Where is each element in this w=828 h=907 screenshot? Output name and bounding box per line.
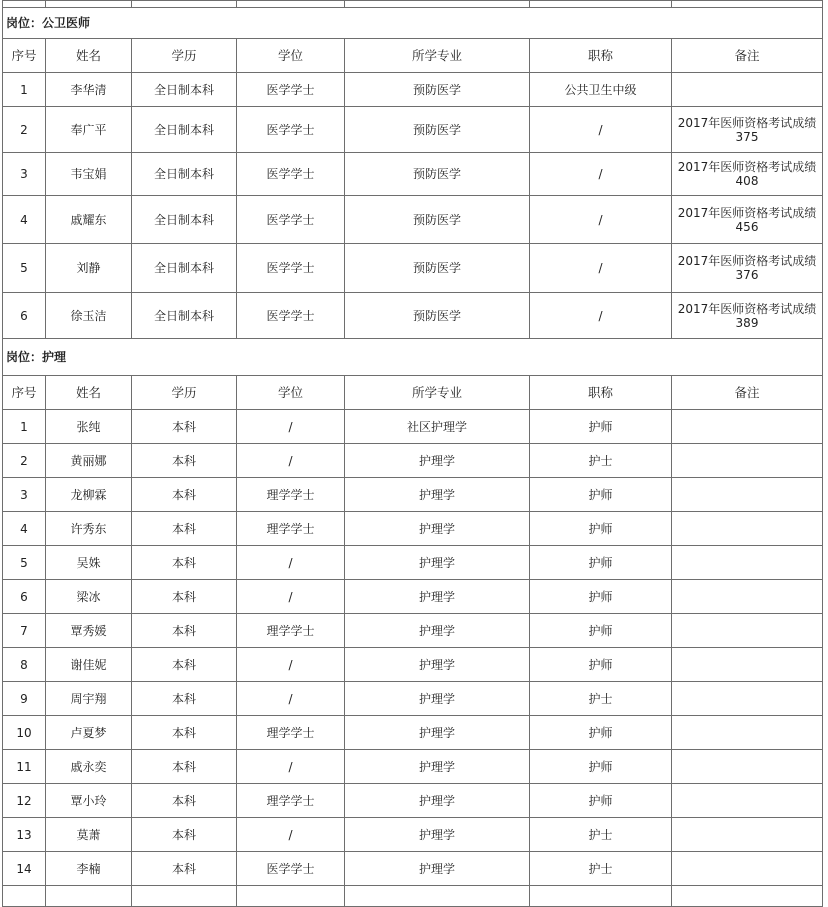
- empty-cell: [345, 886, 530, 907]
- row-education: 本科: [132, 410, 237, 444]
- row-remark: 2017年医师资格考试成绩408: [672, 153, 823, 196]
- column-header: 职称: [530, 376, 672, 410]
- row-remark: [672, 410, 823, 444]
- section-title: 岗位：护理: [3, 339, 823, 376]
- row-major: 预防医学: [345, 196, 530, 244]
- row-name: 许秀东: [46, 512, 132, 546]
- row-name: 覃秀媛: [46, 614, 132, 648]
- row-number: 3: [3, 153, 46, 196]
- row-remark: [672, 648, 823, 682]
- section-title-row: [3, 339, 823, 376]
- row-number: 12: [3, 784, 46, 818]
- table-row: [3, 750, 823, 784]
- row-title: 护师: [530, 648, 672, 682]
- row-name: 龙柳霖: [46, 478, 132, 512]
- row-major: 护理学: [345, 512, 530, 546]
- row-degree: /: [237, 444, 345, 478]
- row-degree: 理学学士: [237, 478, 345, 512]
- row-education: 本科: [132, 784, 237, 818]
- row-remark: [672, 580, 823, 614]
- row-remark: [672, 750, 823, 784]
- row-remark: [672, 682, 823, 716]
- row-name: 李华清: [46, 73, 132, 107]
- row-degree: 医学学士: [237, 73, 345, 107]
- row-education: 全日制本科: [132, 244, 237, 293]
- section-title-row: [3, 8, 823, 39]
- table-row: [3, 512, 823, 546]
- column-header-row: [3, 39, 823, 73]
- empty-cell: [3, 886, 46, 907]
- row-degree: /: [237, 682, 345, 716]
- row-education: 本科: [132, 580, 237, 614]
- row-degree: /: [237, 410, 345, 444]
- table-row: [3, 196, 823, 244]
- table-row: [3, 478, 823, 512]
- row-remark: [672, 818, 823, 852]
- row-degree: 理学学士: [237, 784, 345, 818]
- table-row: [3, 244, 823, 293]
- row-title: 护士: [530, 818, 672, 852]
- row-name: 黄丽娜: [46, 444, 132, 478]
- candidate-list-sheet: [2, 0, 822, 907]
- row-name: 张纯: [46, 410, 132, 444]
- candidate-table: [2, 0, 823, 907]
- row-title: 护士: [530, 444, 672, 478]
- column-header: 备注: [672, 39, 823, 73]
- row-title: /: [530, 244, 672, 293]
- row-number: 1: [3, 410, 46, 444]
- row-education: 全日制本科: [132, 107, 237, 153]
- row-number: 14: [3, 852, 46, 886]
- row-title: 护师: [530, 580, 672, 614]
- row-remark: [672, 716, 823, 750]
- row-major: 预防医学: [345, 107, 530, 153]
- column-header-row: [3, 376, 823, 410]
- row-name: 谢佳妮: [46, 648, 132, 682]
- row-name: 卢夏梦: [46, 716, 132, 750]
- row-degree: 理学学士: [237, 614, 345, 648]
- row-title: 护士: [530, 682, 672, 716]
- row-title: /: [530, 293, 672, 339]
- column-header: 学历: [132, 39, 237, 73]
- row-title: 护师: [530, 512, 672, 546]
- row-number: 13: [3, 818, 46, 852]
- row-remark: 2017年医师资格考试成绩376: [672, 244, 823, 293]
- column-header: 职称: [530, 39, 672, 73]
- row-major: 护理学: [345, 682, 530, 716]
- row-major: 护理学: [345, 648, 530, 682]
- row-title: 护师: [530, 410, 672, 444]
- row-number: 9: [3, 682, 46, 716]
- row-title: 护师: [530, 614, 672, 648]
- row-number: 2: [3, 444, 46, 478]
- row-degree: 医学学士: [237, 107, 345, 153]
- table-row: [3, 410, 823, 444]
- row-education: 本科: [132, 546, 237, 580]
- row-major: 预防医学: [345, 293, 530, 339]
- row-number: 2: [3, 107, 46, 153]
- column-header: 姓名: [46, 39, 132, 73]
- column-header: 所学专业: [345, 39, 530, 73]
- row-title: 护师: [530, 716, 672, 750]
- row-title: /: [530, 107, 672, 153]
- row-education: 本科: [132, 852, 237, 886]
- row-major: 护理学: [345, 784, 530, 818]
- row-number: 4: [3, 512, 46, 546]
- row-degree: 理学学士: [237, 512, 345, 546]
- row-name: 戚耀东: [46, 196, 132, 244]
- row-number: 4: [3, 196, 46, 244]
- table-row: [3, 153, 823, 196]
- empty-cell: [237, 886, 345, 907]
- row-number: 5: [3, 244, 46, 293]
- row-major: 护理学: [345, 580, 530, 614]
- column-header: 所学专业: [345, 376, 530, 410]
- table-row: [3, 73, 823, 107]
- row-remark: [672, 852, 823, 886]
- row-degree: 医学学士: [237, 196, 345, 244]
- row-remark: [672, 73, 823, 107]
- row-remark: [672, 478, 823, 512]
- row-education: 本科: [132, 818, 237, 852]
- row-education: 本科: [132, 750, 237, 784]
- empty-cell: [132, 886, 237, 907]
- row-number: 8: [3, 648, 46, 682]
- empty-cell: [672, 886, 823, 907]
- row-title: /: [530, 196, 672, 244]
- row-number: 7: [3, 614, 46, 648]
- row-name: 奉广平: [46, 107, 132, 153]
- column-header: 姓名: [46, 376, 132, 410]
- row-education: 本科: [132, 614, 237, 648]
- column-header: 备注: [672, 376, 823, 410]
- column-header: 序号: [3, 376, 46, 410]
- table-row: [3, 580, 823, 614]
- row-title: 公共卫生中级: [530, 73, 672, 107]
- table-row-partial: [3, 886, 823, 907]
- row-title: 护师: [530, 784, 672, 818]
- row-name: 周宇翔: [46, 682, 132, 716]
- row-number: 5: [3, 546, 46, 580]
- row-degree: /: [237, 580, 345, 614]
- row-name: 覃小玲: [46, 784, 132, 818]
- row-major: 护理学: [345, 716, 530, 750]
- row-number: 6: [3, 580, 46, 614]
- row-major: 护理学: [345, 750, 530, 784]
- row-major: 预防医学: [345, 73, 530, 107]
- row-degree: 理学学士: [237, 716, 345, 750]
- row-major: 护理学: [345, 478, 530, 512]
- row-number: 1: [3, 73, 46, 107]
- table-row: [3, 682, 823, 716]
- row-number: 6: [3, 293, 46, 339]
- row-title: /: [530, 153, 672, 196]
- row-major: 护理学: [345, 546, 530, 580]
- table-row: [3, 614, 823, 648]
- row-title: 护师: [530, 478, 672, 512]
- row-degree: /: [237, 648, 345, 682]
- row-major: 社区护理学: [345, 410, 530, 444]
- row-major: 护理学: [345, 818, 530, 852]
- row-remark: [672, 546, 823, 580]
- table-row: [3, 784, 823, 818]
- row-remark: [672, 512, 823, 546]
- row-name: 梁冰: [46, 580, 132, 614]
- row-education: 本科: [132, 478, 237, 512]
- table-row: [3, 546, 823, 580]
- table-row: [3, 818, 823, 852]
- row-degree: 医学学士: [237, 852, 345, 886]
- row-education: 全日制本科: [132, 196, 237, 244]
- row-title: 护师: [530, 750, 672, 784]
- table-top-stub: [3, 1, 823, 8]
- table-row: [3, 293, 823, 339]
- table-row: [3, 648, 823, 682]
- row-remark: 2017年医师资格考试成绩375: [672, 107, 823, 153]
- row-degree: 医学学士: [237, 244, 345, 293]
- row-education: 全日制本科: [132, 293, 237, 339]
- row-education: 全日制本科: [132, 153, 237, 196]
- row-education: 全日制本科: [132, 73, 237, 107]
- row-remark: [672, 614, 823, 648]
- row-education: 本科: [132, 648, 237, 682]
- row-remark: 2017年医师资格考试成绩456: [672, 196, 823, 244]
- table-row: [3, 716, 823, 750]
- row-major: 护理学: [345, 614, 530, 648]
- row-remark: [672, 784, 823, 818]
- row-degree: /: [237, 546, 345, 580]
- row-education: 本科: [132, 512, 237, 546]
- table-row: [3, 852, 823, 886]
- section-title: 岗位：公卫医师: [3, 8, 823, 39]
- row-number: 3: [3, 478, 46, 512]
- table-row: [3, 107, 823, 153]
- row-name: 刘静: [46, 244, 132, 293]
- row-major: 预防医学: [345, 244, 530, 293]
- row-number: 11: [3, 750, 46, 784]
- row-name: 韦宝娟: [46, 153, 132, 196]
- row-degree: 医学学士: [237, 293, 345, 339]
- row-title: 护士: [530, 852, 672, 886]
- row-education: 本科: [132, 682, 237, 716]
- row-name: 李楠: [46, 852, 132, 886]
- empty-cell: [46, 886, 132, 907]
- row-education: 本科: [132, 716, 237, 750]
- row-degree: /: [237, 818, 345, 852]
- column-header: 学历: [132, 376, 237, 410]
- row-remark: 2017年医师资格考试成绩389: [672, 293, 823, 339]
- row-degree: 医学学士: [237, 153, 345, 196]
- row-remark: [672, 444, 823, 478]
- row-major: 护理学: [345, 444, 530, 478]
- row-major: 护理学: [345, 852, 530, 886]
- column-header: 序号: [3, 39, 46, 73]
- row-major: 预防医学: [345, 153, 530, 196]
- row-education: 本科: [132, 444, 237, 478]
- row-name: 戚永奕: [46, 750, 132, 784]
- row-name: 徐玉洁: [46, 293, 132, 339]
- column-header: 学位: [237, 39, 345, 73]
- row-number: 10: [3, 716, 46, 750]
- empty-cell: [530, 886, 672, 907]
- row-degree: /: [237, 750, 345, 784]
- row-name: 吴姝: [46, 546, 132, 580]
- column-header: 学位: [237, 376, 345, 410]
- row-title: 护师: [530, 546, 672, 580]
- table-row: [3, 444, 823, 478]
- row-name: 莫萧: [46, 818, 132, 852]
